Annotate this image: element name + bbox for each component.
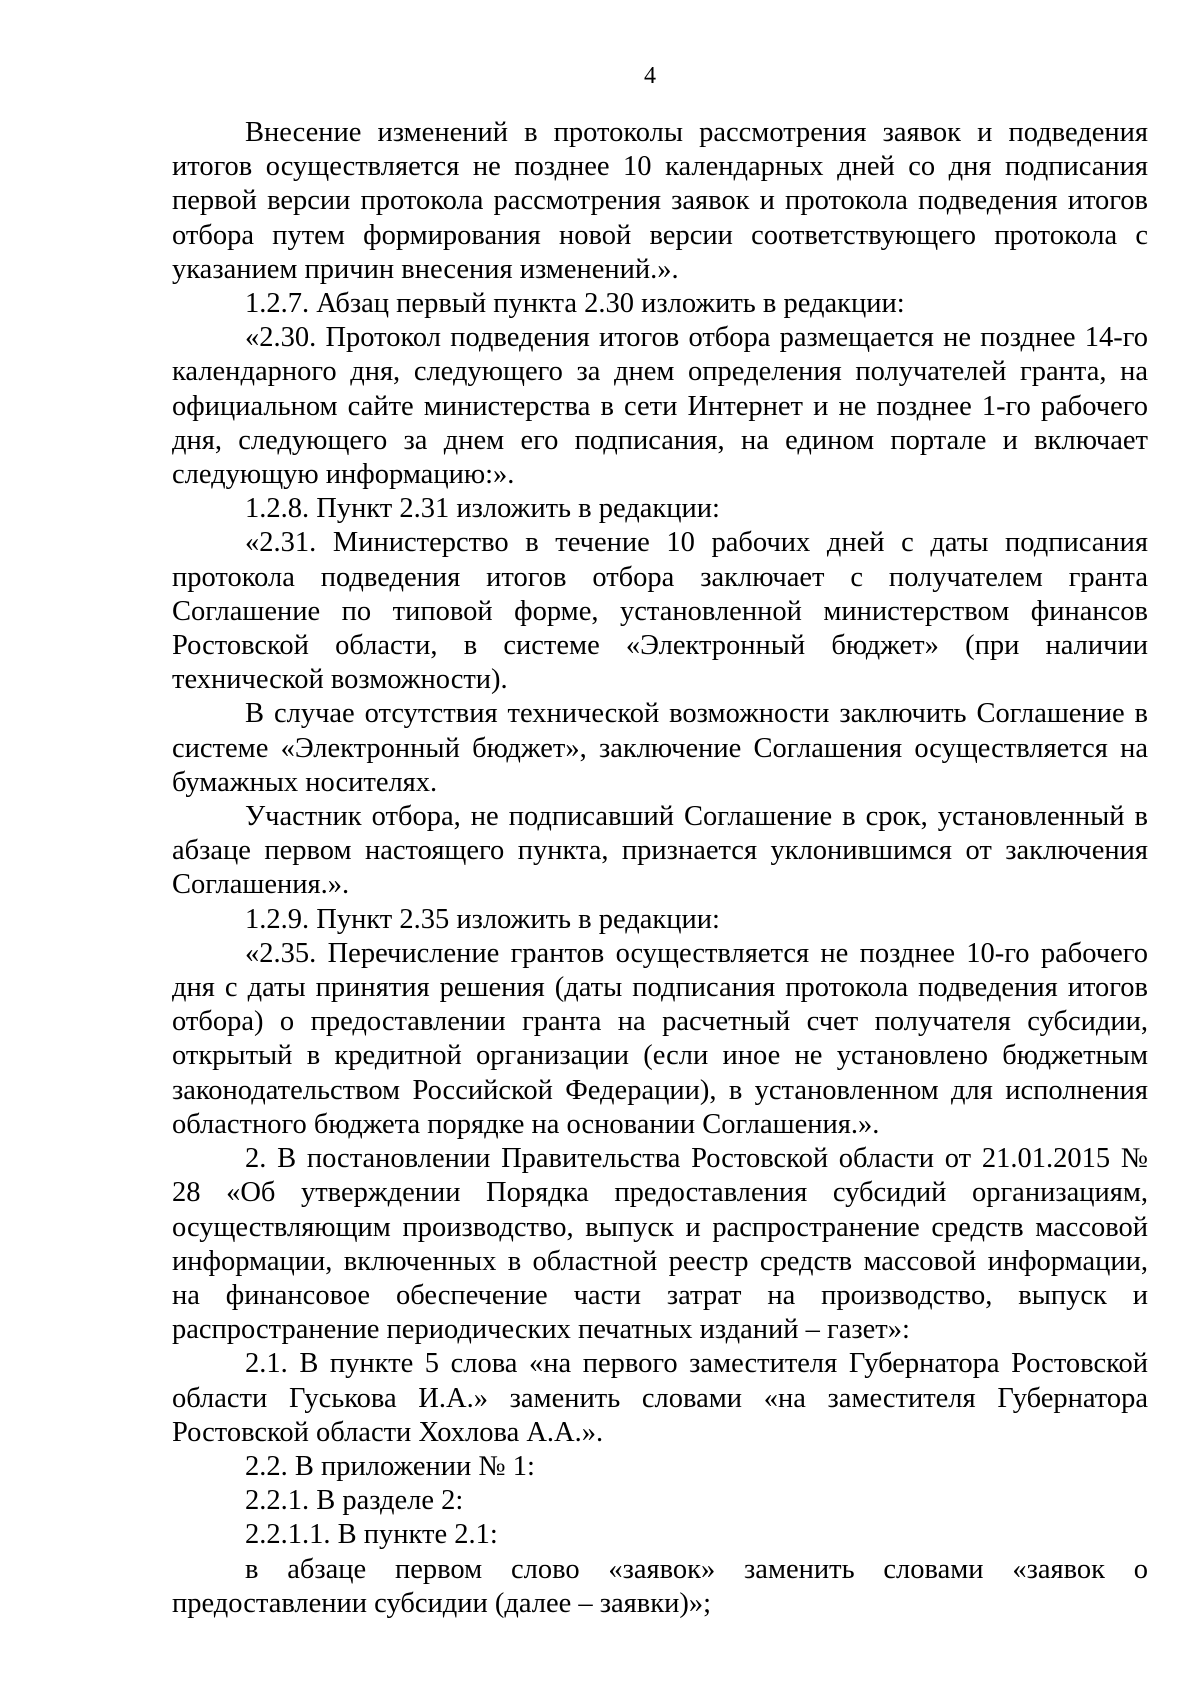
document-page xyxy=(172,64,1148,1621)
paragraph: Участник отбора, не подписавший Соглашение в срок, установленный в абзаце первом настоящего пункта, признается уклонившимся от заключения Соглашения.». xyxy=(172,801,1148,901)
paragraph: в абзаце первом слово «заявок» заменить словами «заявок о предоставлении субсидии (далее – заявки)»; xyxy=(172,1553,1148,1619)
paragraph: 2.2. В приложении № 1: xyxy=(245,1450,535,1482)
paragraph: 1.2.9. Пункт 2.35 изложить в редакции: xyxy=(245,903,720,935)
paragraph: 2.2.1. В разделе 2: xyxy=(245,1485,464,1517)
paragraph: Внесение изменений в протоколы рассмотрения заявок и подведения итогов осуществляется не позднее 10 календарных дней со дня подписания первой версии протокола рассмотрения заявок и протокола подведения итогов отбора путем формирования новой версии соответствующего протокола с указанием причин внесения изменений.». xyxy=(172,117,1148,285)
page-number: 4 xyxy=(644,63,656,89)
paragraph: 1.2.8. Пункт 2.31 изложить в редакции: xyxy=(245,493,720,525)
paragraph: «2.30. Протокол подведения итогов отбора размещается не позднее 14-го календарного дня, следующего за днем определения получателей гранта, на официальном сайте министерства в сети Интернет и не позднее 1-го рабочего дня, следующего за днем его подписания, на едином портале и включает следующую информацию:». xyxy=(172,322,1148,491)
paragraph: В случае отсутствия технической возможности заключить Соглашение в системе «Электронный бюджет», заключение Соглашения осуществляется на бумажных носителях. xyxy=(172,698,1148,798)
paragraph: 2.2.1.1. В пункте 2.1: xyxy=(245,1519,498,1551)
paragraph: «2.35. Перечисление грантов осуществляется не позднее 10-го рабочего дня с даты принятия решения (даты подписания протокола подведения итогов отбора) о предоставлении гранта на расчетный счет получателя субсидии, открытый в кредитной организации (если иное не установлено бюджетным законодательством Российской Федерации), в установленном для исполнения областного бюджета порядке на основании Соглашения.». xyxy=(172,937,1148,1140)
paragraph: 2.1. В пункте 5 слова «на первого заместителя Губернатора Ростовской области Гуськова И.А.» заменить словами «на заместителя Губернатора Ростовской области Хохлова А.А.». xyxy=(172,1348,1148,1448)
paragraph: 1.2.7. Абзац первый пункта 2.30 изложить в редакции: xyxy=(245,288,905,320)
paragraph: «2.31. Министерство в течение 10 рабочих дней с даты подписания протокола подведения итогов отбора заключает с получателем гранта Соглашение по типовой форме, установленной министерством финансов Ростовской области, в системе «Электронный бюджет» (при наличии технической возможности). xyxy=(172,527,1148,696)
document-body xyxy=(172,116,1148,1621)
paragraph: 2. В постановлении Правительства Ростовской области от 21.01.2015 № 28 «Об утверждении Порядка предоставления субсидий организациям, осуществляющим производство, выпуск и распространение средств массовой информации, включенных в областной реестр средств массовой информации, на финансовое обеспечение части затрат на производство, выпуск и распространение периодических печатных изданий – газет»: xyxy=(172,1143,1148,1346)
